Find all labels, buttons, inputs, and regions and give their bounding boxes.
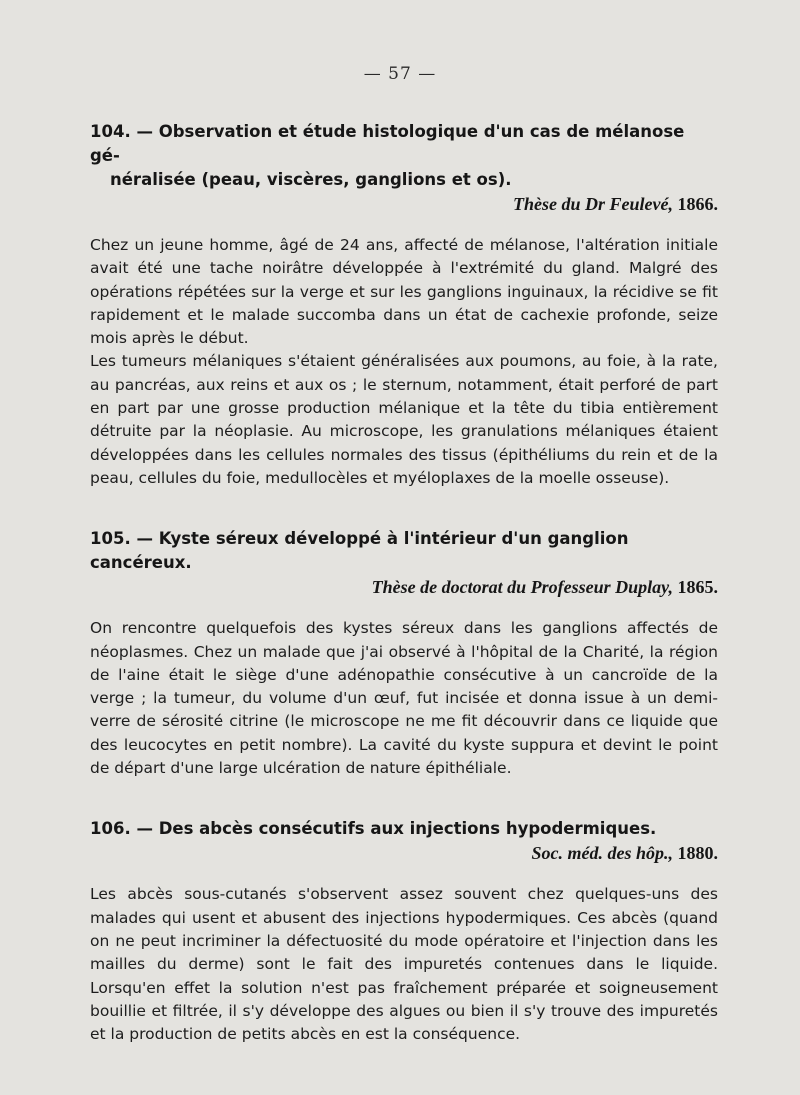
source-text: Thèse du Dr Feulevé, [513, 194, 673, 214]
entry-title-line2: néralisée (peau, viscères, ganglions et os). [110, 170, 512, 189]
source-text: Soc. méd. des hôp., [531, 843, 673, 864]
entry-number: 104. [90, 122, 131, 141]
entry-number: 105. [90, 529, 131, 549]
entry-title [90, 817, 718, 841]
paragraph: Les abcès sous-cutanés s'observent assez souvent chez quelques-uns des malades qui usent et abusent des injections hypodermiques. Ces abcès (quand on ne peut incriminer la défectuosité du mode opératoire et l'injection dans les mailles du derme) sont le fait des impuretés contenues dans le liquide. Lorsqu'en effet la solution n'est pas fraîchement préparée et soigneusement bouillie et filtrée, il s'y développe des algues ou bien il s'y trouve des impuretés et la production de petits abcès en est la conséquence. [90, 885, 718, 1044]
source-year: 1865. [677, 577, 718, 598]
entry-title-line1: — Observation et étude histologique d'un cas de mélanose gé- [90, 122, 685, 165]
paragraph: On rencontre quelquefois des kystes séreux dans les ganglions affectés de néoplasmes. Chez un malade que j'ai observé à l'hôpital de la Charité, la région de l'aine était le siège d'une adénopathie consécutive à un cancroïde de la verge ; la tumeur, du volume d'un œuf, fut incisée et donna issue à un demi-verre de sérosité citrine (le microscope ne me fit découvrir dans ce liquide que des leucocytes en petit nombre). La cavité du kyste suppura et devint le point de départ d'une large ulcération de nature épithéliale. [90, 619, 718, 778]
page-number: — 57 — [363, 64, 437, 84]
entry-title [90, 120, 718, 192]
source-text: Thèse de doctorat du Professeur Duplay, [371, 577, 673, 598]
paragraph: Les tumeurs mélaniques s'étaient généralisées aux poumons, au foie, à la rate, au pancréas, aux reins et aux os ; le sternum, notamment, était perforé de part en part par une grosse production mélanique et la tête du tibia entièrement détruite par la néoplasie. Au microscope, les granulations mélaniques étaient développées dans les cellules normales des tissus (épithéliums du rein et de la peau, cellules du foie, medullocèles et myéloplaxes de la moelle osseuse). [90, 352, 718, 487]
source-year: 1880. [677, 843, 718, 864]
entry-source [90, 575, 718, 599]
entry-source [90, 841, 718, 865]
entry-106 [90, 817, 718, 1046]
entry-source [90, 192, 718, 216]
source-year: 1866. [677, 194, 718, 214]
entry-title-line1: — Kyste séreux développé à l'intérieur d'un ganglion cancéreux. [90, 529, 629, 573]
entry-title-line1: — Des abcès consécutifs aux injections hypodermiques. [136, 819, 657, 839]
entry-104 [90, 120, 718, 490]
entry-number: 106. [90, 819, 131, 839]
paragraph: Chez un jeune homme, âgé de 24 ans, affecté de mélanose, l'altération initiale avait été une tache noirâtre développée à l'extrémité du gland. Malgré des opérations répétées sur la verge et sur les ganglions inguinaux, la récidive se fit rapidement et le malade succomba dans un état de cachexie profonde, seize mois après le début. [90, 236, 718, 348]
page-content [90, 120, 718, 1083]
entry-title [90, 527, 718, 575]
entry-105 [90, 527, 718, 780]
